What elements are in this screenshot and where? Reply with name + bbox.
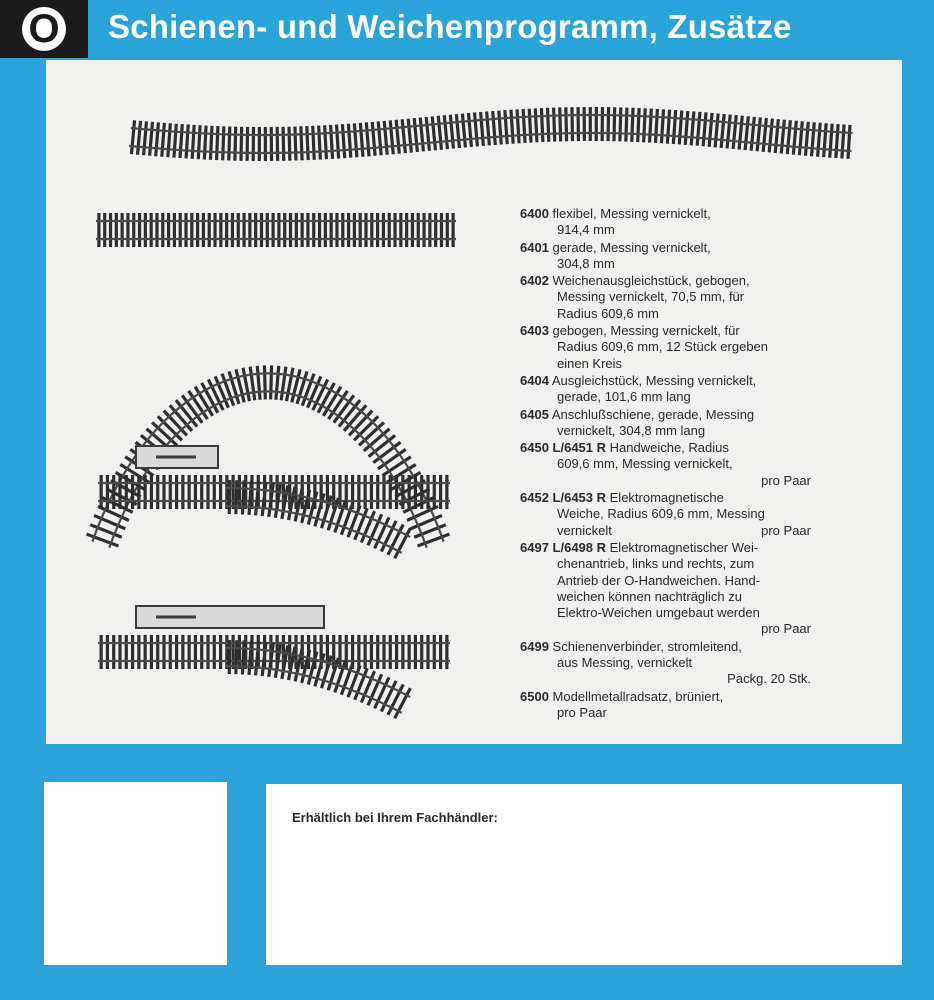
sleeper [402, 119, 405, 153]
sleeper [249, 481, 251, 515]
sleeper [242, 480, 244, 514]
list-item [520, 540, 820, 638]
item-description: 914,4 mm [557, 222, 615, 238]
item-description: weichen können nachträglich zu [557, 588, 743, 604]
sleeper [235, 127, 236, 161]
sleeper [242, 640, 244, 674]
sleeper [369, 435, 395, 456]
sleeper [450, 115, 453, 149]
item-description: Handweiche, Radius [609, 440, 729, 456]
sleeper [781, 120, 784, 154]
item-price-unit: Packg. 20 Stk. [727, 671, 811, 687]
item-number: 6497 L/6498 R [520, 539, 607, 555]
item-description: 609,6 mm, Messing vernickelt, [557, 456, 733, 472]
item-description: Anschlußschiene, gerade, Messing [551, 406, 755, 422]
item-description: aus Messing, vernickelt [557, 655, 693, 671]
list-item [520, 639, 820, 688]
sleeper [210, 126, 212, 160]
item-description: Elektro-Weichen umgebaut werden [557, 605, 760, 621]
sleeper [283, 127, 284, 161]
item-description: chenantrieb, links und rechts, zum [557, 556, 755, 572]
sleeper [256, 482, 259, 516]
sleeper [517, 109, 519, 143]
item-number: 6403 [520, 323, 549, 339]
sleeper [529, 109, 531, 143]
sleeper [281, 367, 286, 401]
sleeper [745, 116, 748, 150]
sleeper [223, 126, 224, 160]
dealer-label: Erhältlich bei Ihrem Fachhändler: [292, 810, 498, 825]
item-description: einen Kreis [557, 355, 623, 371]
list-item [520, 689, 820, 722]
sleeper [236, 480, 237, 514]
item-price-unit: pro Paar [557, 704, 607, 720]
sleeper [138, 121, 141, 155]
sleeper [703, 112, 706, 146]
sleeper [256, 642, 259, 676]
list-item [520, 206, 820, 239]
sleeper [378, 121, 381, 155]
list-item [520, 440, 820, 489]
sleeper [673, 110, 675, 144]
sleeper [775, 119, 778, 153]
item-description: gerade, Messing vernickelt, [552, 239, 711, 255]
sleeper [276, 366, 279, 400]
electric-turnout-illustration [98, 606, 450, 718]
sleeper [566, 107, 567, 141]
sleeper [818, 123, 821, 157]
sleeper [313, 126, 315, 160]
item-description: Elektromagnetischer Wei- [609, 539, 759, 555]
sleeper [271, 365, 272, 399]
item-description: flexibel, Messing vernickelt, [552, 206, 711, 221]
sleeper [842, 124, 844, 158]
sleeper [554, 108, 555, 142]
sleeper [372, 122, 375, 156]
sleeper [848, 125, 850, 159]
sleeper [456, 114, 459, 148]
item-number: 6401 [520, 239, 549, 255]
sleeper [535, 108, 537, 142]
sleeper [295, 127, 296, 161]
sleeper [757, 117, 760, 151]
list-item [520, 323, 820, 372]
sleeper [715, 113, 718, 147]
sleeper [319, 126, 321, 160]
sleeper [384, 121, 387, 155]
item-number: 6499 [520, 638, 549, 654]
item-description: Antrieb der O-Handweichen. Hand- [557, 572, 761, 588]
sleeper [331, 125, 333, 159]
sleeper [426, 117, 429, 151]
sleeper [438, 116, 441, 150]
sleeper [523, 109, 525, 143]
item-number: 6500 [520, 688, 549, 704]
sleeper [354, 123, 357, 157]
catalog-list [520, 206, 820, 722]
sleeper [198, 125, 200, 159]
item-description: Weichenausgleichstück, gebogen, [552, 273, 750, 289]
sleeper [217, 126, 218, 160]
manual-turnout-illustration [98, 446, 450, 558]
item-price-unit: pro Paar [761, 621, 811, 637]
scale-badge-letter: O [22, 7, 66, 51]
sleeper [805, 122, 808, 156]
sleeper [475, 113, 478, 147]
item-description: 304,8 mm [557, 255, 615, 271]
catalog-panel [46, 60, 902, 744]
sleeper [541, 108, 542, 142]
sleeper [342, 124, 344, 158]
sleeper [250, 367, 255, 401]
scale-badge [0, 0, 88, 58]
item-description: Messing vernickelt, 70,5 mm, für [557, 289, 745, 305]
sleeper [262, 642, 266, 676]
sleeper [836, 124, 838, 158]
sleeper [626, 108, 627, 142]
item-description: gebogen, Messing vernickelt, für [552, 323, 740, 339]
sleeper [249, 641, 251, 675]
item-price-unit: pro Paar [761, 472, 811, 488]
sleeper [620, 107, 621, 141]
item-price-unit: pro Paar [761, 522, 811, 538]
sleeper [679, 111, 681, 145]
sleeper [661, 109, 663, 143]
flexible-track-illustration [129, 107, 852, 161]
sleeper [499, 111, 501, 145]
sleeper [709, 113, 712, 147]
sleeper [192, 125, 194, 159]
sleeper [241, 127, 242, 161]
sleeper [337, 125, 339, 159]
sleeper [727, 115, 730, 149]
item-number: 6402 [520, 273, 549, 289]
sleeper [739, 116, 742, 150]
sleeper [348, 124, 350, 158]
list-item [520, 240, 820, 273]
item-description: Weiche, Radius 609,6 mm, Messing [557, 506, 765, 522]
sleeper [325, 125, 327, 159]
sleeper [301, 126, 302, 160]
sleeper [493, 111, 496, 145]
sleeper [131, 120, 134, 154]
sleeper [560, 107, 561, 141]
sleeper [204, 126, 206, 160]
sleeper [360, 123, 363, 157]
list-item [520, 273, 820, 322]
item-description: vernickelt, 304,8 mm lang [557, 422, 706, 438]
sleeper [262, 482, 266, 516]
sleeper [144, 121, 147, 155]
sleeper [150, 122, 153, 156]
sleeper [644, 108, 646, 142]
item-number: 6404 [520, 372, 549, 388]
sleeper [787, 120, 790, 154]
sleeper [608, 107, 609, 141]
list-item [520, 373, 820, 406]
item-description: Schienenverbinder, stromleitend, [552, 638, 742, 654]
sleeper [667, 110, 669, 144]
item-description: Ausgleichstück, Messing vernickelt, [551, 372, 757, 388]
item-number: 6405 [520, 406, 549, 422]
item-number: 6452 L/6453 R [520, 490, 607, 506]
sleeper [373, 442, 400, 462]
sleeper [414, 118, 417, 152]
sleeper [390, 120, 393, 154]
sleeper [236, 640, 237, 674]
sleeper [420, 118, 423, 152]
item-number: 6400 [520, 206, 549, 221]
sleeper [468, 113, 471, 147]
straight-track-illustration [96, 213, 456, 247]
sleeper [691, 111, 694, 145]
item-description: Radius 609,6 mm [557, 305, 659, 321]
item-number: 6450 L/6451 R [520, 440, 607, 456]
stamp-box [44, 782, 227, 965]
sleeper [824, 123, 827, 157]
item-description: Modellmetallradsatz, brüniert, [552, 688, 724, 704]
sleeper [812, 122, 815, 156]
sleeper [229, 126, 230, 160]
sleeper [656, 109, 658, 143]
sleeper [180, 124, 182, 158]
sleeper [685, 111, 688, 145]
sleeper [638, 108, 639, 142]
sleeper [733, 115, 736, 149]
sleeper [186, 125, 188, 159]
sleeper [697, 112, 700, 146]
sleeper [307, 126, 308, 160]
sleeper [444, 115, 447, 149]
sleeper [289, 127, 290, 161]
item-description: Elektromagnetische [609, 490, 724, 506]
sleeper [830, 124, 832, 158]
sleeper [257, 366, 260, 400]
item-description: gerade, 101,6 mm lang [557, 389, 691, 405]
sleeper [156, 122, 159, 156]
sleeper [432, 116, 435, 150]
item-description: Radius 609,6 mm, 12 Stück ergeben [557, 339, 769, 355]
sleeper [364, 429, 390, 451]
sleeper [799, 121, 802, 155]
sleeper [174, 124, 176, 158]
sleeper [632, 108, 633, 142]
sleeper [763, 118, 766, 152]
sleeper [366, 122, 369, 156]
sleeper [511, 110, 513, 144]
sleeper [462, 114, 465, 148]
sleeper [548, 108, 549, 142]
sleeper [481, 112, 484, 146]
sleeper [751, 117, 754, 151]
sleeper [614, 107, 615, 141]
sleeper [487, 112, 490, 146]
sleeper [396, 120, 399, 154]
sleeper [505, 110, 507, 144]
sleeper [572, 107, 573, 141]
list-item [520, 490, 820, 539]
dealer-box [266, 784, 902, 965]
sleeper [650, 109, 652, 143]
item-description: vernickelt [557, 522, 612, 538]
sleeper [168, 123, 171, 157]
sleeper [793, 121, 796, 155]
sleeper [408, 119, 411, 153]
list-item [520, 407, 820, 440]
sleeper [721, 114, 724, 148]
sleeper [769, 119, 772, 153]
page-title: Schienen- und Weichenprogramm, Zusätze [108, 8, 792, 45]
sleeper [162, 123, 165, 157]
sleeper [264, 365, 265, 399]
